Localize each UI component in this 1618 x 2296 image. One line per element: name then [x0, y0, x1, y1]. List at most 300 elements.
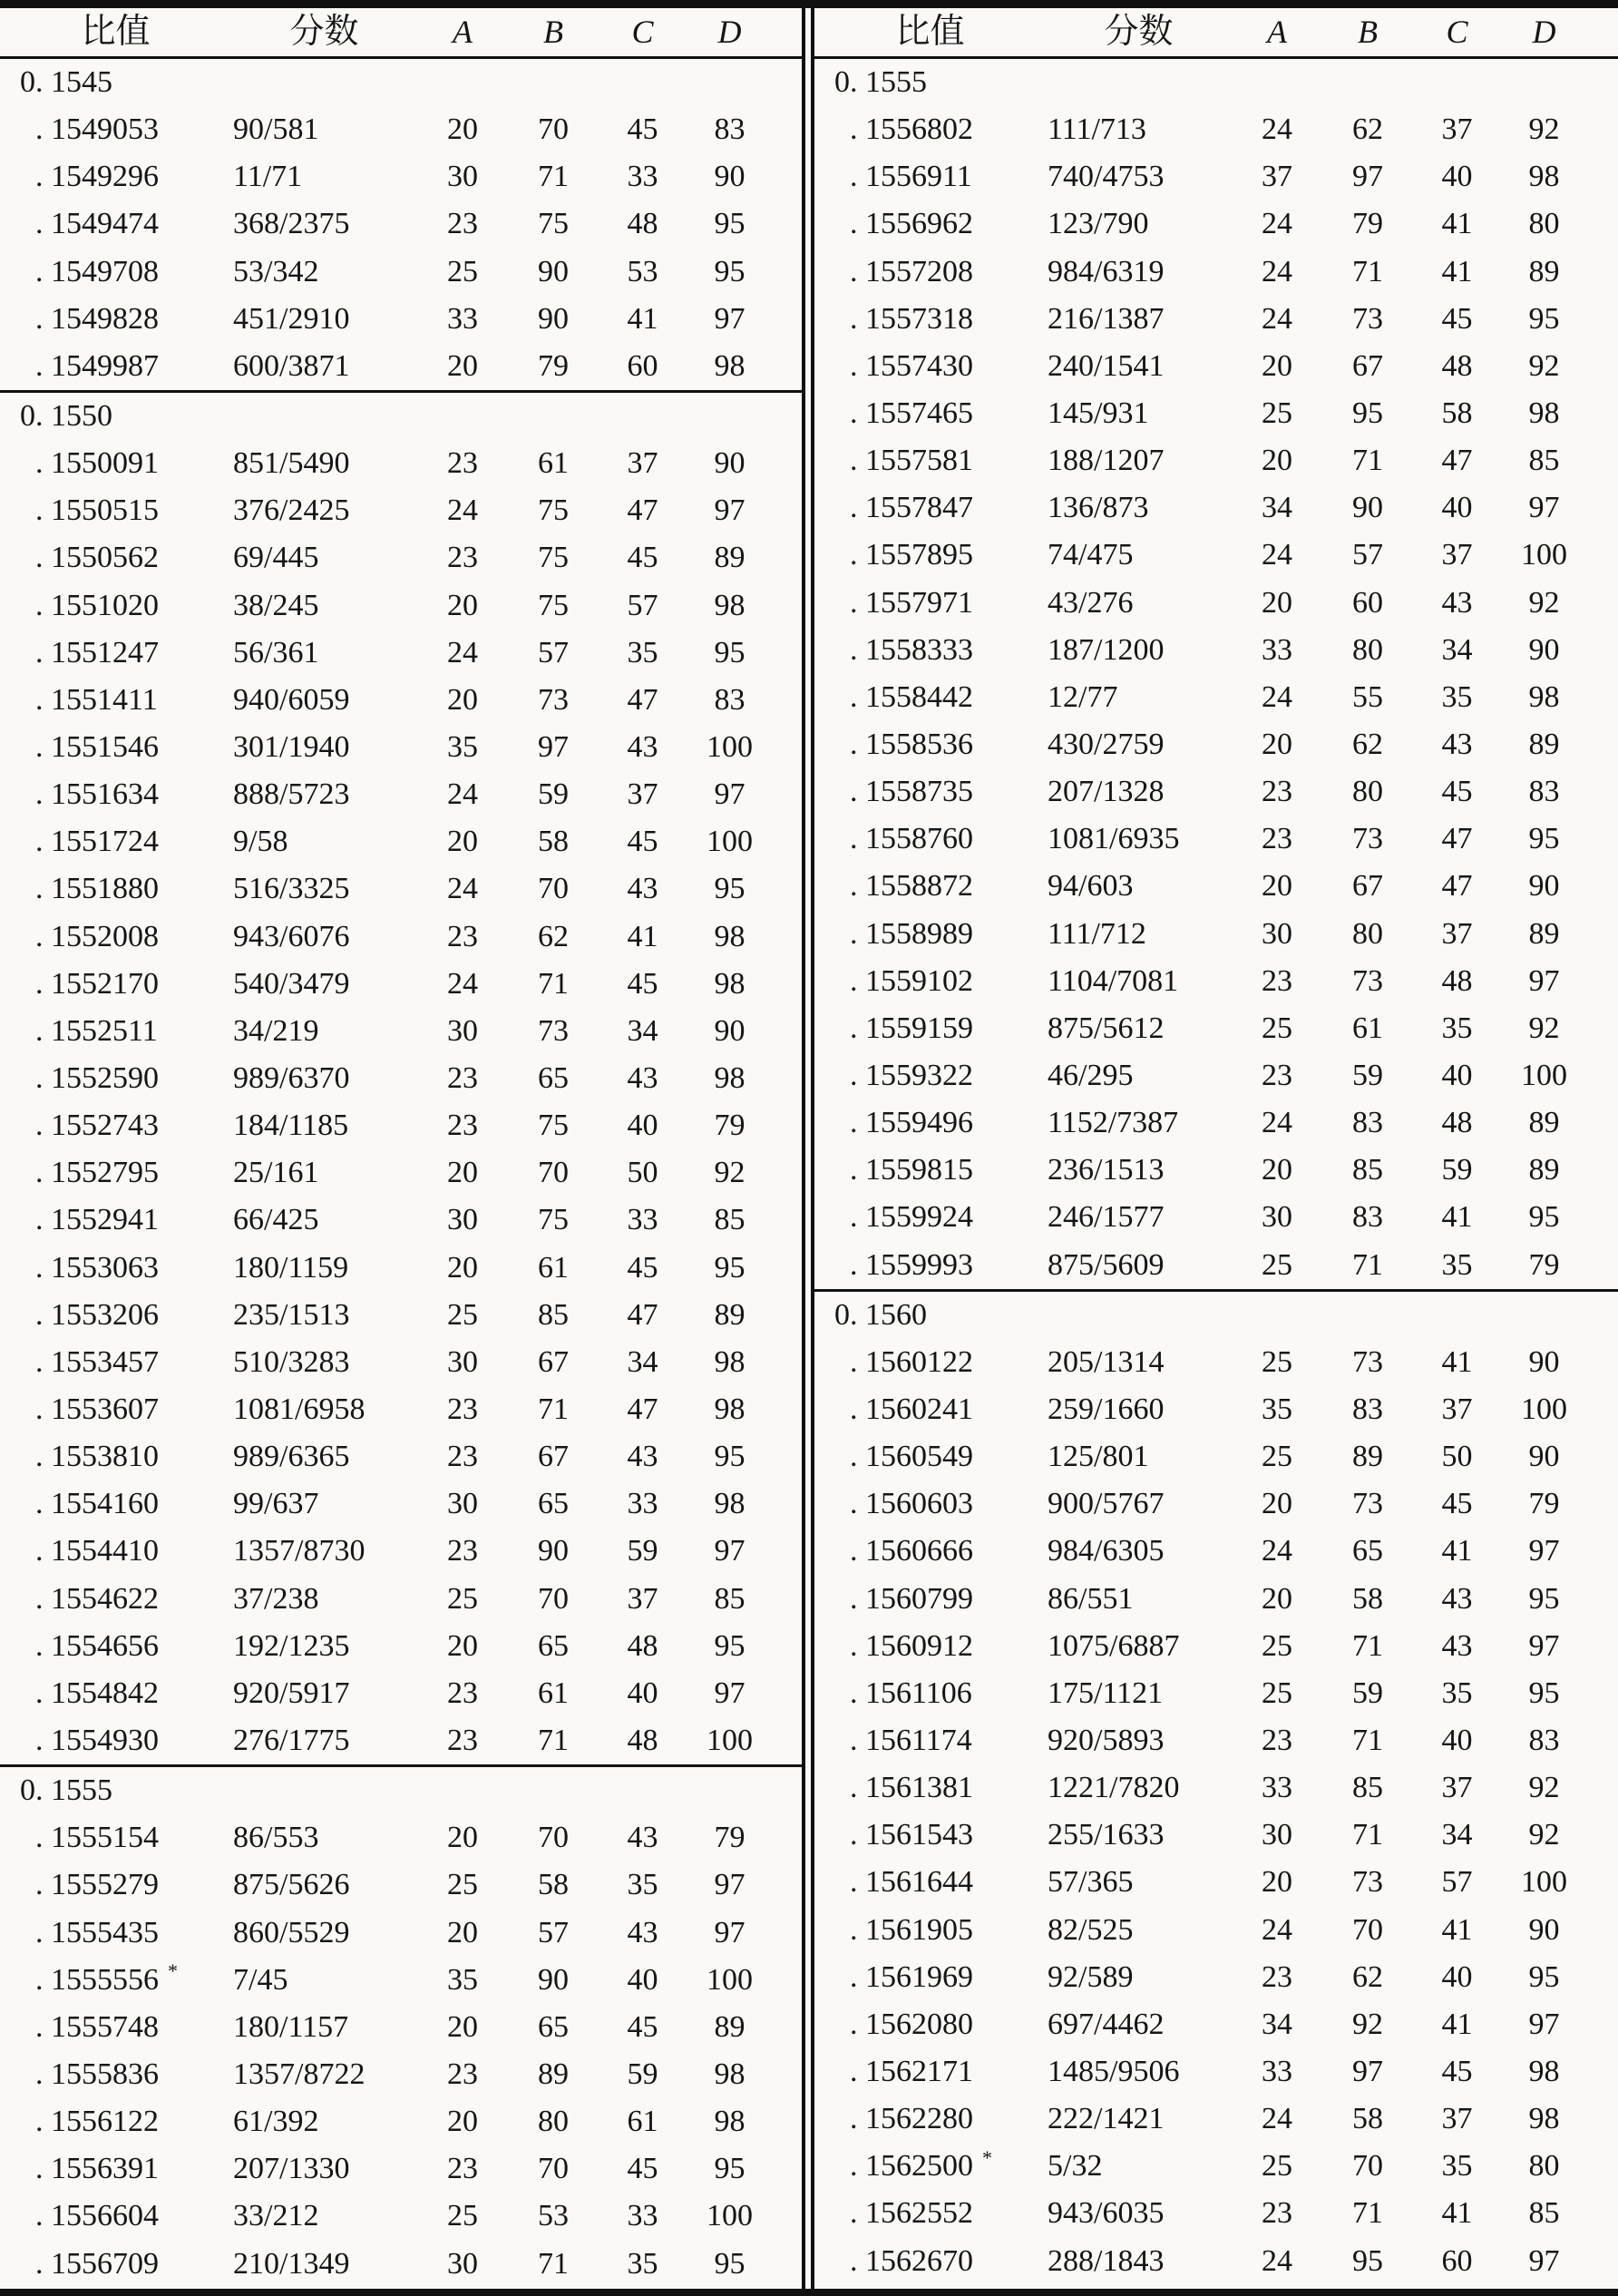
value-a: 30: [1262, 1818, 1292, 1852]
fraction-value: 236/1513: [1048, 1153, 1165, 1187]
value-d: 97: [1528, 963, 1560, 998]
ratio-value: . 1551411: [35, 682, 158, 717]
column-header-d: D: [1532, 14, 1556, 50]
value-d: 83: [1528, 775, 1560, 809]
table-row: [0, 153, 802, 200]
value-c: 40: [627, 1676, 658, 1710]
value-d: 89: [1528, 1153, 1560, 1187]
ratio-value: . 1549296: [35, 160, 159, 194]
ratio-value: . 1555435: [35, 1915, 159, 1949]
value-b: 73: [538, 1013, 569, 1048]
value-a: 25: [447, 1868, 478, 1902]
value-b: 95: [1352, 396, 1383, 431]
value-b: 73: [538, 682, 569, 717]
value-d: 79: [1528, 1247, 1560, 1282]
value-d: 98: [714, 1392, 746, 1426]
value-b: 59: [1352, 1059, 1383, 1093]
value-a: 23: [447, 2057, 478, 2091]
value-d: 92: [1528, 1818, 1560, 1852]
fraction-value: 56/361: [233, 635, 319, 669]
value-c: 43: [1441, 1628, 1473, 1663]
value-d: 92: [1528, 1771, 1560, 1805]
ratio-value: . 1559993: [850, 1247, 973, 1282]
ratio-value: . 1557208: [850, 254, 973, 288]
ratio-value: . 1552795: [35, 1156, 159, 1190]
value-d: 89: [714, 2009, 746, 2044]
ratio-value: . 1560603: [850, 1487, 973, 1521]
ratio-value: . 1550091: [35, 446, 159, 481]
value-a: 20: [447, 588, 478, 622]
fraction-value: 12/77: [1048, 679, 1118, 714]
ratio-value: . 1553206: [35, 1297, 159, 1332]
value-b: 65: [1352, 1534, 1383, 1568]
value-a: 25: [1262, 2149, 1292, 2184]
value-d: 83: [1528, 1723, 1560, 1757]
value-b: 80: [1352, 775, 1383, 809]
value-c: 40: [1441, 1059, 1473, 1093]
value-a: 20: [447, 348, 478, 383]
value-d: 80: [1528, 207, 1560, 241]
table-row: [814, 1954, 1618, 2001]
value-d: 100: [707, 2199, 753, 2233]
value-b: 90: [1352, 491, 1383, 525]
value-a: 24: [1262, 254, 1292, 288]
value-b: 90: [538, 1962, 569, 1997]
bottom-border: [0, 2289, 1618, 2296]
table-row: [814, 1339, 1618, 1386]
fraction-value: 984/6319: [1048, 254, 1165, 288]
value-c: 45: [627, 966, 658, 1001]
value-a: 34: [1262, 491, 1292, 525]
value-d: 89: [714, 541, 746, 575]
value-a: 24: [447, 966, 478, 1001]
ratio-value: . 1560122: [850, 1344, 973, 1379]
table-row: [0, 1055, 802, 1102]
value-b: 83: [1352, 1200, 1383, 1235]
value-d: 100: [1521, 1392, 1567, 1426]
value-b: 71: [538, 1723, 569, 1757]
ratio-value: . 1561106: [850, 1676, 972, 1710]
fraction-value: 74/475: [1048, 538, 1134, 572]
value-b: 71: [538, 2246, 569, 2281]
value-a: 23: [447, 2152, 478, 2186]
value-b: 70: [1352, 1912, 1383, 1947]
table-row: [0, 1197, 802, 1244]
ratio-value: . 1562080: [850, 2007, 973, 2041]
value-c: 35: [1441, 1247, 1473, 1282]
fraction-value: 136/873: [1048, 491, 1149, 525]
column-header-a: A: [1267, 14, 1287, 50]
fraction-value: 1104/7081: [1048, 963, 1179, 998]
table-row: [814, 1528, 1618, 1575]
value-d: 90: [1528, 1344, 1560, 1379]
column-header-fraction: 分数: [289, 13, 359, 51]
value-c: 47: [627, 493, 658, 528]
value-c: 45: [627, 825, 658, 859]
table-row: [814, 1623, 1618, 1670]
table-row: [814, 580, 1618, 627]
value-b: 61: [538, 1250, 569, 1285]
column-header-row: [814, 8, 1618, 59]
value-d: 98: [1528, 679, 1560, 714]
value-c: 35: [1441, 1676, 1473, 1710]
table-row: [0, 1670, 802, 1717]
fraction-value: 1081/6935: [1048, 822, 1180, 856]
value-c: 35: [1441, 1011, 1473, 1045]
value-c: 41: [1441, 254, 1473, 288]
value-a: 24: [1262, 2243, 1292, 2278]
ratio-value: . 1554410: [35, 1534, 159, 1568]
ratio-value: . 1552008: [35, 919, 159, 953]
value-d: 95: [714, 2246, 746, 2281]
value-d: 95: [714, 207, 746, 241]
ratio-value: . 1556911: [850, 160, 972, 194]
table-row: [814, 1717, 1618, 1764]
value-d: 89: [714, 1297, 746, 1332]
table-row: [814, 249, 1618, 296]
value-b: 70: [538, 1581, 569, 1616]
section-header-row: [0, 393, 802, 440]
value-d: 95: [1528, 1959, 1560, 1994]
fraction-value: 697/4462: [1048, 2007, 1165, 2041]
table-row: [814, 1386, 1618, 1433]
ratio-value: . 1556391: [35, 2152, 159, 2186]
value-a: 23: [447, 1392, 478, 1426]
value-d: 80: [1528, 2149, 1560, 2184]
value-c: 33: [627, 160, 658, 194]
ratio-value: . 1553457: [35, 1344, 159, 1379]
value-d: 97: [1528, 2007, 1560, 2041]
fraction-value: 600/3871: [233, 348, 350, 383]
section-header-row: [0, 1767, 802, 1814]
value-b: 62: [1352, 1959, 1383, 1994]
table-row: [0, 1292, 802, 1339]
table-row: [814, 2190, 1618, 2237]
ratio-value: . 1554622: [35, 1581, 159, 1616]
value-c: 58: [1441, 396, 1473, 431]
value-a: 24: [1262, 112, 1292, 147]
fraction-value: 235/1513: [233, 1297, 350, 1332]
value-b: 59: [1352, 1676, 1383, 1710]
value-b: 53: [538, 2199, 569, 2233]
table-left: [0, 8, 802, 2289]
table-row: [814, 153, 1618, 200]
value-a: 24: [447, 635, 478, 669]
ratio-value: . 1556604: [35, 2199, 159, 2233]
table-row: [814, 1433, 1618, 1480]
value-d: 95: [1528, 1581, 1560, 1616]
section-header: 0. 1545: [20, 65, 112, 100]
value-b: 80: [1352, 632, 1383, 667]
value-c: 40: [1441, 1959, 1473, 1994]
value-c: 45: [627, 541, 658, 575]
table-row: [0, 1102, 802, 1149]
value-b: 97: [1352, 160, 1383, 194]
value-d: 90: [1528, 869, 1560, 904]
fraction-value: 111/712: [1048, 916, 1146, 951]
table-row: [0, 865, 802, 913]
fraction-value: 205/1314: [1048, 1344, 1165, 1379]
table-row: [0, 534, 802, 581]
value-d: 97: [714, 1868, 746, 1902]
fraction-value: 94/603: [1048, 869, 1134, 904]
value-d: 92: [1528, 348, 1560, 383]
value-b: 83: [1352, 1106, 1383, 1140]
value-a: 24: [1262, 207, 1292, 241]
table-row: [814, 2237, 1618, 2284]
fraction-value: 43/276: [1048, 585, 1134, 620]
fraction-value: 540/3479: [233, 966, 350, 1001]
ratio-value: . 1559496: [850, 1106, 973, 1140]
table-row: [0, 1528, 802, 1575]
table-row: [814, 437, 1618, 484]
value-b: 70: [538, 2152, 569, 2186]
value-d: 98: [1528, 396, 1560, 431]
table-row: [0, 1576, 802, 1623]
value-b: 75: [538, 493, 569, 528]
value-a: 23: [447, 919, 478, 953]
value-a: 25: [1262, 1344, 1292, 1379]
fraction-value: 376/2425: [233, 493, 350, 528]
value-d: 90: [714, 160, 746, 194]
value-c: 53: [627, 254, 658, 288]
ratio-value: . 1560241: [850, 1392, 973, 1426]
table-row: [814, 484, 1618, 532]
table-row: [814, 1859, 1618, 1906]
value-d: 98: [714, 1061, 746, 1096]
column-header-b: B: [1358, 14, 1378, 50]
ratio-value: . 1559322: [850, 1059, 973, 1093]
value-c: 60: [627, 348, 658, 383]
fraction-value: 1485/9506: [1048, 2054, 1180, 2088]
value-b: 57: [1352, 538, 1383, 572]
value-c: 34: [627, 1344, 658, 1379]
ratio-value: . 1552743: [35, 1109, 159, 1143]
value-c: 57: [627, 588, 658, 622]
ratio-value: . 1558872: [850, 869, 973, 904]
value-b: 97: [538, 730, 569, 765]
value-b: 73: [1352, 1344, 1383, 1379]
fraction-value: 920/5917: [233, 1676, 350, 1710]
section-header-row: [0, 59, 802, 106]
value-c: 41: [1441, 1534, 1473, 1568]
section-01545: [0, 59, 802, 390]
fraction-value: 34/219: [233, 1013, 319, 1048]
value-b: 65: [538, 1628, 569, 1663]
value-c: 45: [627, 112, 658, 147]
fraction-value: 175/1121: [1048, 1676, 1164, 1710]
value-a: 23: [447, 207, 478, 241]
fraction-value: 920/5893: [1048, 1723, 1165, 1757]
value-a: 23: [1262, 963, 1292, 998]
value-b: 65: [538, 1487, 569, 1521]
value-c: 48: [627, 1628, 658, 1663]
value-b: 67: [1352, 869, 1383, 904]
value-d: 95: [1528, 1200, 1560, 1235]
ratio-value: . 1562500 *: [850, 2145, 992, 2184]
fraction-value: 123/790: [1048, 207, 1149, 241]
value-a: 23: [447, 541, 478, 575]
value-c: 45: [1441, 775, 1473, 809]
table-row: [814, 200, 1618, 248]
value-d: 98: [714, 966, 746, 1001]
value-c: 34: [1441, 632, 1473, 667]
table-row: [814, 1576, 1618, 1623]
value-b: 70: [538, 112, 569, 147]
column-header-fraction: 分数: [1104, 13, 1174, 51]
value-a: 24: [447, 493, 478, 528]
value-a: 24: [1262, 538, 1292, 572]
table-row: [814, 1764, 1618, 1812]
fraction-value: 9/58: [233, 825, 288, 859]
table-row: [0, 1433, 802, 1480]
ratio-value: . 1554160: [35, 1487, 159, 1521]
ratio-value: . 1551724: [35, 825, 159, 859]
ratio-value: . 1558333: [850, 632, 973, 667]
value-c: 45: [1441, 301, 1473, 336]
value-d: 98: [1528, 2102, 1560, 2136]
fraction-value: 900/5767: [1048, 1487, 1165, 1521]
ratio-value: . 1551880: [35, 872, 159, 906]
value-b: 71: [538, 160, 569, 194]
ratio-value: . 1556122: [35, 2105, 159, 2139]
value-c: 50: [1441, 1440, 1473, 1474]
value-a: 35: [447, 1962, 478, 1997]
value-a: 25: [447, 254, 478, 288]
value-d: 95: [1528, 1676, 1560, 1710]
value-b: 92: [1352, 2007, 1383, 2041]
ratio-value: . 1558442: [850, 679, 973, 714]
value-b: 61: [1352, 1011, 1383, 1045]
value-c: 43: [627, 1440, 658, 1474]
fraction-value: 288/1843: [1048, 2243, 1165, 2278]
value-a: 30: [447, 2246, 478, 2281]
value-b: 71: [1352, 1628, 1383, 1663]
value-a: 25: [447, 1297, 478, 1332]
value-a: 24: [1262, 1106, 1292, 1140]
value-d: 92: [714, 1156, 746, 1190]
ratio-value: . 1561905: [850, 1912, 973, 1947]
value-a: 20: [447, 2105, 478, 2139]
ratio-value: . 1562552: [850, 2196, 973, 2231]
ratio-value: . 1562670: [850, 2243, 973, 2278]
table-row: [814, 1812, 1618, 1859]
value-a: 30: [447, 1203, 478, 1237]
value-a: 33: [1262, 2054, 1292, 2088]
ratio-value: . 1555748: [35, 2009, 159, 2044]
value-b: 71: [1352, 2196, 1383, 2231]
value-b: 73: [1352, 963, 1383, 998]
value-a: 23: [1262, 775, 1292, 809]
table-row: [814, 721, 1618, 768]
table-row: [814, 958, 1618, 1005]
ratio-value: . 1559102: [850, 963, 973, 998]
ratio-value: . 1558536: [850, 728, 973, 762]
value-b: 62: [538, 919, 569, 953]
value-d: 98: [1528, 2054, 1560, 2088]
table-row: [0, 961, 802, 1008]
fraction-value: 53/342: [233, 254, 319, 288]
value-b: 85: [1352, 1771, 1383, 1805]
value-a: 30: [447, 1013, 478, 1048]
value-a: 24: [447, 777, 478, 812]
value-b: 62: [1352, 112, 1383, 147]
value-b: 58: [1352, 1581, 1383, 1616]
value-c: 47: [1441, 869, 1473, 904]
fraction-value: 875/5626: [233, 1868, 350, 1902]
value-c: 37: [1441, 1771, 1473, 1805]
table-row: [814, 390, 1618, 437]
fraction-value: 255/1633: [1048, 1818, 1165, 1852]
ratio-value: . 1559924: [850, 1200, 973, 1235]
value-c: 43: [627, 730, 658, 765]
value-c: 45: [1441, 2054, 1473, 2088]
table-row: [0, 771, 802, 818]
value-d: 97: [1528, 2243, 1560, 2278]
fraction-value: 1221/7820: [1048, 1771, 1180, 1805]
table-row: [0, 2004, 802, 2051]
value-d: 92: [1528, 112, 1560, 147]
value-d: 92: [1528, 585, 1560, 620]
fraction-value: 301/1940: [233, 730, 350, 765]
value-b: 61: [538, 1676, 569, 1710]
value-c: 37: [1441, 1392, 1473, 1426]
column-header-a: A: [453, 14, 473, 50]
table-row: [0, 1008, 802, 1055]
table-row: [814, 674, 1618, 721]
value-c: 60: [1441, 2243, 1473, 2278]
fraction-value: 259/1660: [1048, 1392, 1165, 1426]
value-a: 25: [1262, 396, 1292, 431]
footnote-asterisk: *: [168, 1959, 178, 1983]
value-a: 20: [1262, 1581, 1292, 1616]
value-b: 80: [538, 2105, 569, 2139]
value-d: 100: [707, 1723, 753, 1757]
value-c: 41: [1441, 207, 1473, 241]
value-a: 24: [1262, 301, 1292, 336]
ratio-value: . 1551634: [35, 777, 159, 812]
value-a: 23: [1262, 2196, 1292, 2231]
value-c: 45: [1441, 1487, 1473, 1521]
value-b: 61: [538, 446, 569, 481]
fraction-value: 940/6059: [233, 682, 350, 717]
value-c: 59: [1441, 1153, 1473, 1187]
value-b: 60: [1352, 585, 1383, 620]
ratio-value: . 1549053: [35, 112, 159, 147]
value-c: 40: [1441, 160, 1473, 194]
value-d: 98: [714, 2105, 746, 2139]
table-row: [0, 1386, 802, 1433]
section-header: 0. 1560: [834, 1297, 927, 1332]
value-c: 48: [1441, 1106, 1473, 1140]
value-b: 71: [1352, 254, 1383, 288]
fraction-value: 851/5490: [233, 446, 350, 481]
table-row: [0, 1623, 802, 1670]
ratio-value: . 1560799: [850, 1581, 973, 1616]
value-b: 58: [538, 1868, 569, 1902]
table-row: [0, 200, 802, 248]
value-b: 70: [1352, 2149, 1383, 2184]
table-row: [0, 1245, 802, 1292]
value-b: 89: [538, 2057, 569, 2091]
value-b: 90: [538, 301, 569, 336]
table-row: [0, 818, 802, 865]
table-row: [0, 1480, 802, 1528]
ratio-value: . 1556709: [35, 2246, 159, 2281]
value-d: 100: [707, 1962, 753, 1997]
value-c: 37: [1441, 2102, 1473, 2136]
section-header: 0. 1555: [20, 1773, 112, 1808]
